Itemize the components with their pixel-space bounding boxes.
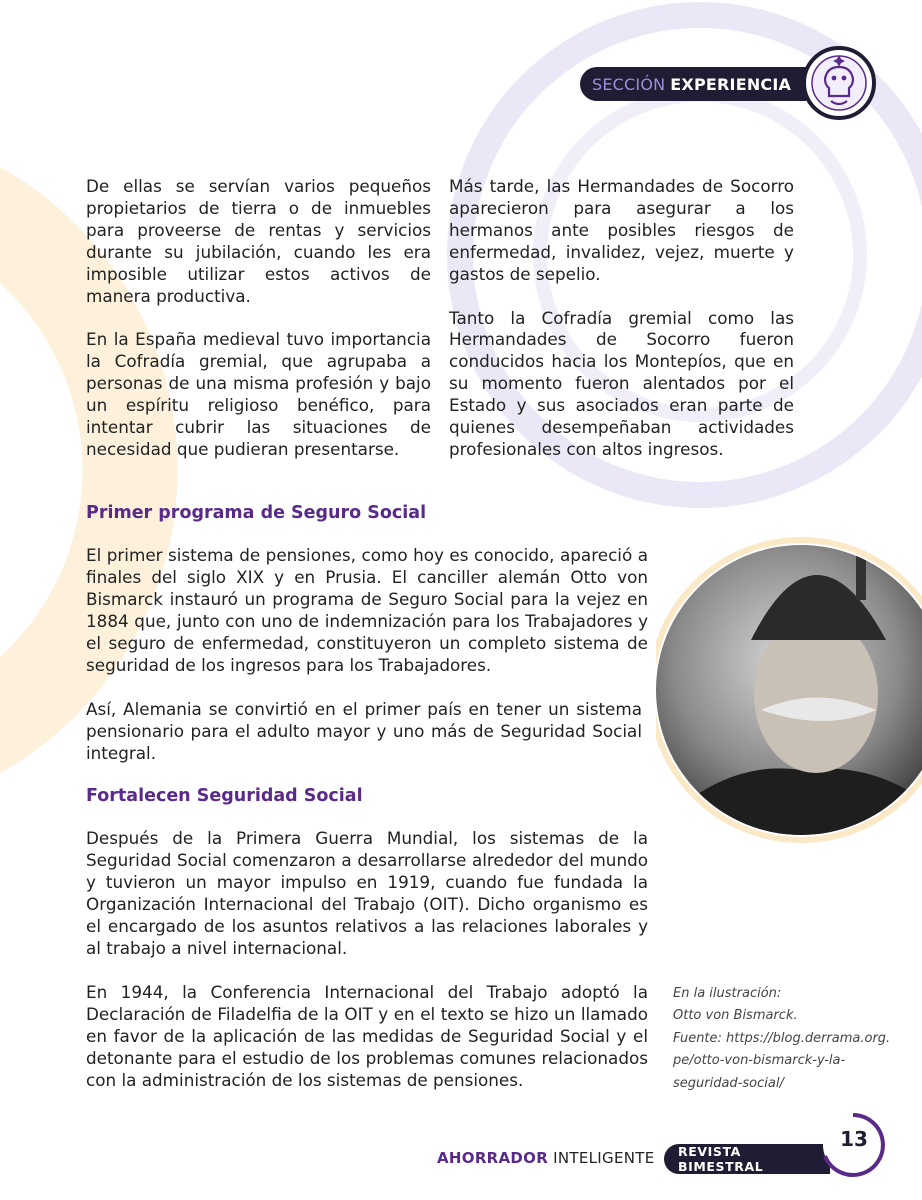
paragraph: Así, Alemania se convirtió en el primer país en tener un sistema pensionario para el adulto mayor y uno más de Seguridad Social integral. bbox=[86, 699, 642, 763]
caption-line: En la ilustración: bbox=[673, 986, 782, 1001]
hand-brain-icon bbox=[801, 45, 877, 121]
paragraph: Después de la Primera Guerra Mundial, los sistemas de la Seguridad Social comenzaron a desarrollarse alrededor del mundo y tuvieron un mayor impulso en 1919, cuando fue fundada la Organización Internacional del Trabajo (OIT). Dicho organismo es el encargado de los asuntos relativos a las relaciones laborales y al trabajo a nivel internacional. bbox=[86, 828, 648, 958]
brand-light: INTELIGENTE bbox=[553, 1149, 655, 1167]
paragraph: En la España medieval tuvo importancia la Cofradía gremial, que agrupaba a personas de una misma profesión y bajo un espíritu religioso benéfico, para intentar cubrir las situaciones de necesidad que pudieran presentarse. bbox=[86, 329, 431, 459]
bismarck-portrait bbox=[656, 470, 922, 910]
section-heading: Fortalecen Seguridad Social bbox=[86, 786, 363, 806]
paragraph: El primer sistema de pensiones, como hoy es conocido, apareció a finales del siglo XIX y en Prusia. El canciller alemán Otto von Bismarck instauró un programa de Seguro Social para la vejez en 1884 que, junto con uno de indemnización para los Trabajadores y el seguro de enfermedad, constituyeron un completo sistema de seguridad de los ingresos para los Trabajadores. bbox=[86, 545, 648, 675]
caption-line: pe/otto-von-bismarck-y-la- bbox=[673, 1053, 846, 1069]
paragraph: Más tarde, las Hermandades de Socorro aparecieron para asegurar a los hermanos ante posibles riesgos de enfermedad, invalidez, vejez, muerte y gastos de sepelio. bbox=[449, 176, 794, 284]
caption-line: Otto von Bismarck. bbox=[673, 1008, 798, 1024]
section-body bbox=[86, 982, 648, 1092]
paragraph: Tanto la Cofradía gremial como las Hermandades de Socorro fueron conducidos hacia los Montepíos, que en su momento fueron alentados por el Estado y sus asociados eran parte de quienes desempeñaban actividades profesionales con altos ingresos. bbox=[449, 307, 794, 459]
paragraph: En 1944, la Conferencia Internacional del Trabajo adoptó la Declaración de Filadelfia de la OIT y en el texto se hizo un llamado en favor de la aplicación de las medidas de Seguridad Social y el detonante para el estudio de los problemas comunes relacionados con la administración de los sistemas de pensiones. bbox=[86, 982, 648, 1090]
footer-brand bbox=[437, 1149, 654, 1167]
page-number: 13 bbox=[840, 1127, 868, 1151]
section-header bbox=[580, 67, 806, 101]
caption-line: seguridad-social/ bbox=[673, 1075, 784, 1091]
image-caption bbox=[673, 983, 913, 1095]
section-label: SECCIÓN bbox=[592, 74, 666, 94]
paragraph: De ellas se servían varios pequeños propietarios de tierra o de inmuebles para proveerse de rentas y servicios durante su jubilación, cuando les era imposible utilizar estos activos de manera productiva. bbox=[86, 176, 431, 306]
section-title: EXPERIENCIA bbox=[670, 74, 792, 94]
right-column bbox=[449, 176, 794, 483]
caption-line: Fuente: https://blog.derrama.org. bbox=[673, 1030, 891, 1046]
brand-bold: AHORRADOR bbox=[437, 1149, 549, 1167]
section-body bbox=[86, 828, 648, 959]
section-body bbox=[86, 545, 648, 676]
left-column bbox=[86, 176, 431, 483]
section-body bbox=[86, 699, 642, 765]
magazine-label: REVISTA BIMESTRAL bbox=[664, 1144, 830, 1174]
section-heading: Primer programa de Seguro Social bbox=[86, 503, 427, 523]
